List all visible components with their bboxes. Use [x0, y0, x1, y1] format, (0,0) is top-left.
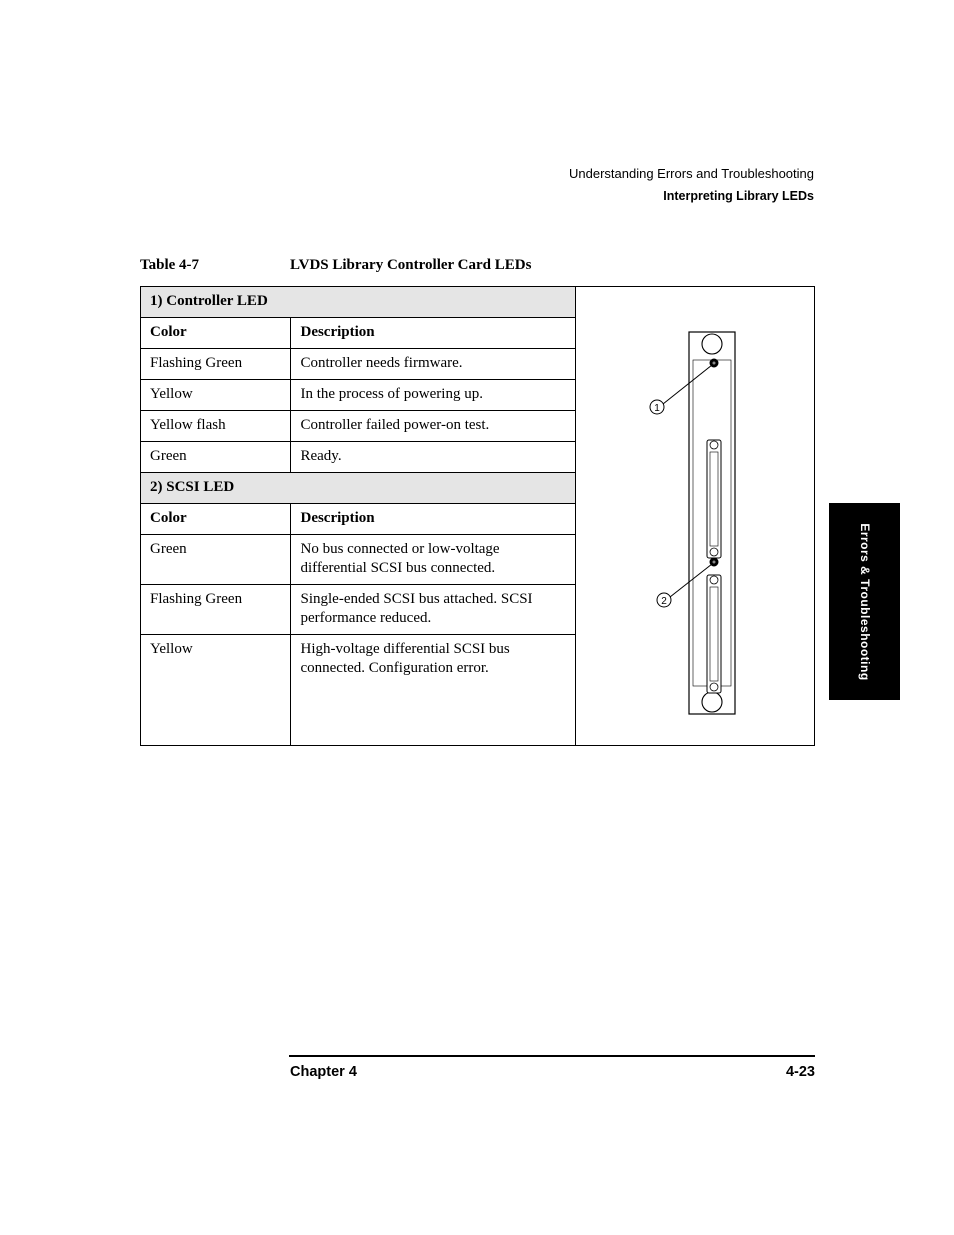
led-description-cell: Ready.	[291, 442, 576, 473]
column-header-description: Description	[291, 504, 576, 535]
led-description-cell: Controller needs firmware.	[291, 349, 576, 380]
callout-2-label: 2	[661, 596, 667, 607]
running-header-chapter: Understanding Errors and Troubleshooting	[569, 166, 814, 181]
led-color-cell: Yellow	[141, 635, 291, 746]
led-color-cell: Green	[141, 442, 291, 473]
bottom-screw-hole	[702, 692, 722, 712]
upper-scsi-connector	[707, 440, 721, 558]
led-description-cell: High-voltage differential SCSI bus connected. Configuration error.	[291, 635, 576, 746]
upper-connector-screw-top	[710, 441, 718, 449]
lower-connector-screw-top	[710, 576, 718, 584]
led-color-cell: Flashing Green	[141, 349, 291, 380]
side-chapter-tab-label: Errors & Troubleshooting	[857, 522, 872, 681]
table-number: Table 4-7	[140, 257, 200, 273]
top-screw-hole	[702, 334, 722, 354]
led-color-cell: Yellow flash	[141, 411, 291, 442]
led-description-cell: Controller failed power-on test.	[291, 411, 576, 442]
table-title: LVDS Library Controller Card LEDs	[290, 257, 532, 273]
led-description-cell: Single-ended SCSI bus attached. SCSI performance reduced.	[291, 585, 576, 635]
side-chapter-tab	[829, 503, 900, 700]
controller-card-figure	[576, 287, 815, 746]
column-header-description: Description	[291, 318, 576, 349]
callout-1-label: 1	[654, 403, 660, 414]
footer-chapter: Chapter 4	[290, 1064, 357, 1080]
led-color-cell: Green	[141, 535, 291, 585]
led-table	[140, 286, 815, 746]
lower-scsi-connector	[707, 575, 721, 693]
lower-connector-screw-bottom	[710, 683, 718, 691]
led-color-cell: Yellow	[141, 380, 291, 411]
section-header-scsi: 2) SCSI LED	[141, 473, 576, 504]
column-header-color: Color	[141, 318, 291, 349]
footer-rule	[289, 1055, 815, 1057]
led-description-cell: In the process of powering up.	[291, 380, 576, 411]
column-header-color: Color	[141, 504, 291, 535]
upper-connector-screw-bottom	[710, 548, 718, 556]
section-header-controller: 1) Controller LED	[141, 287, 576, 318]
led-description-cell: No bus connected or low-voltage differential SCSI bus connected.	[291, 535, 576, 585]
table-caption	[140, 257, 531, 274]
controller-card-diagram	[585, 292, 805, 734]
led-color-cell: Flashing Green	[141, 585, 291, 635]
running-header-section: Interpreting Library LEDs	[663, 189, 814, 203]
footer-page-number: 4-23	[785, 1064, 815, 1080]
scsi-led-highlight	[713, 561, 716, 564]
controller-led-highlight	[713, 362, 716, 365]
